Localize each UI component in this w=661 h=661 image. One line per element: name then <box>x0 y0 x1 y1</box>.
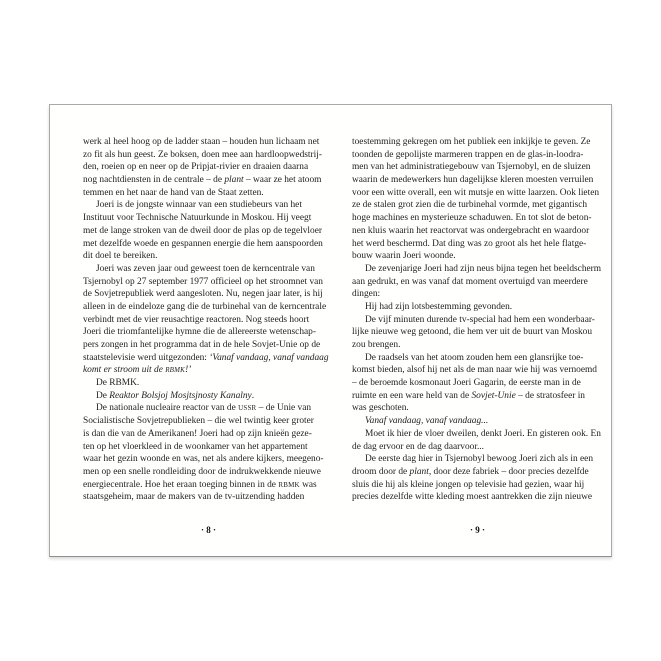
text-line: pers zongen in het programma dat in de hele Sovjet-Unie op de <box>83 340 321 350</box>
text-line: was geschoten. <box>352 403 409 414</box>
text-line: lijke nieuwe weg getoond, die hem ver uit de buurt van Moskou <box>352 327 593 338</box>
text-line: Socialistische Sovjetrepublieken – die wel twintig keer groter <box>83 416 314 427</box>
text-line: met dezelfde woede en gespannen energie die hem aanspoorden <box>83 238 323 249</box>
text-line: staatsgeheim, maar de makers van de tv-uitzending hadden <box>83 492 305 503</box>
text-line: den, roeien op en neer op de Pripjat-rivier en draaien daarna <box>83 162 309 173</box>
text-line: voor een witte overall, een wit mutsje en witte laarzen. Ook lieten <box>352 187 600 198</box>
page-number-right: · 9 · <box>469 525 485 535</box>
text-line: men van het administratiegebouw van Tsjernobyl, en de sluizen <box>352 162 591 173</box>
text-line: toonden de gepolijste marmeren trappen en de glas-in-loodra- <box>352 149 584 160</box>
text-line: ten op het vloerkleed in de woonkamer van het appartement <box>83 441 308 452</box>
text-line: De eerste dag hier in Tsjernobyl bewoog Joeri zich als in een <box>365 454 594 465</box>
text-line: hoge machines en mysterieuze schaduwen. En tot slot de beton- <box>352 213 592 224</box>
text-line: alleen in de eindeloze gang die de turbinehal van de kerncentrale <box>83 301 327 312</box>
text-line: met de lange stroken van de dweil door de plas op de tegelvloer <box>83 225 322 236</box>
text-line: De zevenjarige Joeri had zijn neus bijna tegen het beeldscherm <box>365 263 602 274</box>
text-line: precies dezelfde witte kleding moest aantrekken die zijn nieuwe <box>352 492 593 503</box>
text-line: waar het gezin woonde en was, net als andere kijkers, meegeno- <box>83 454 324 465</box>
text-line: ruimte en een ware held van de Sovjet-Unie – de stratosfeer in <box>352 390 585 401</box>
text-line: komt er stroom uit de rbmk!’ <box>83 365 192 376</box>
text-line: aan gedrukt, en was vanaf dat moment overtuigd van meerdere <box>352 276 588 287</box>
text-line: nog nachtdiensten in de centrale – de plant – waar ze het atoom <box>83 175 322 186</box>
text-line: staatstelevisie werd uitgezonden: ‘Vanaf vandaag, vanaf vandaag <box>83 352 329 363</box>
text-line: dingen: <box>352 289 381 300</box>
text-line: Moet ik hier de vloer dweilen, denkt Joeri. En gisteren ook. En <box>365 428 601 439</box>
text-line: De nationale nucleaire reactor van de ussr – de Unie van <box>96 403 312 414</box>
text-line: Joeri is de jongste winnaar van een studiebeurs van het <box>96 200 302 211</box>
text-line: de dag ervoor en de dag daarvoor... <box>352 441 484 452</box>
text-line: energiecentrale. Hoe het eraan toeging binnen in de rbmk was <box>83 479 317 490</box>
text-line: verbindt met de vier reusachtige reactoren. Nog steeds hoort <box>83 314 310 325</box>
text-line: zou brengen. <box>352 340 401 350</box>
text-line: Vanaf vandaag, vanaf vandaag... <box>365 416 489 427</box>
text-line: ze de stalen grot zien die de turbinehal vormde, met gigantisch <box>352 200 588 211</box>
text-line: zo fit als hun geest. Ze boksen, doen mee aan hardloopwedstrij- <box>83 149 322 160</box>
text-line: De raadsels van het atoom zouden hem een glansrijke toe- <box>365 352 584 363</box>
book-spread <box>49 104 612 557</box>
right-page-text <box>352 136 603 504</box>
text-line: Instituut voor Technische Natuurkunde in Moskou. Hij veegt <box>83 213 312 224</box>
text-line: sluis die hij als kleine jongen op televisie had gezien, waar hij <box>352 479 585 490</box>
text-line: Tsjernobyl op 27 september 1977 officieel op het stroomnet van <box>83 276 323 287</box>
text-line: is dan die van de Amerikanen! Joeri had op zijn knieën geze- <box>83 428 312 439</box>
text-line: bouw waarin Joeri woonde. <box>352 251 456 262</box>
text-line: droom door de plant, door deze fabriek – door precies dezelfde <box>352 466 589 477</box>
text-line: toestemming gekregen om het publiek een inkijkje te geven. Ze <box>352 137 591 147</box>
text-line: men op een snelle rondleiding door de indrukwekkende nieuwe <box>83 466 321 477</box>
text-line: Joeri die triomfantelijke hymne die de allereerste wetenschap- <box>83 327 316 338</box>
text-line: Hij had zijn lotsbestemming gevonden. <box>365 301 513 312</box>
text-line: komst bieden, alsof hij net als de man naar wie hij was vernoemd <box>352 365 597 376</box>
text-line: Joeri was zeven jaar oud geweest toen de kerncentrale van <box>96 263 315 274</box>
page-number-left: · 8 · <box>200 525 216 535</box>
text-line: De RBMK. <box>96 378 140 389</box>
text-line: nen kluis waarin het reactorvat was ondergebracht en waardoor <box>352 225 590 236</box>
text-line: de Sovjetrepubliek werd aangesloten. Nu, negen jaar later, is hij <box>83 289 323 300</box>
text-line: dit doel te bereiken. <box>83 251 158 262</box>
text-line: waarin de medewerkers hun dagelijkse kleren moesten verruilen <box>352 175 594 186</box>
text-line: temmen en het naar de hand van de Staat zetten. <box>83 187 264 198</box>
text-line: – de beroemde kosmonaut Joeri Gagarin, de eerste man in de <box>352 378 581 389</box>
left-page-text <box>83 136 334 504</box>
text-line: De Reaktor Bolsjoj Mosjtsjnosty Kanalny. <box>96 390 255 401</box>
text-line: De vijf minuten durende tv-special had hem een wonderbaar- <box>365 314 595 325</box>
text-line: werk al heel hoog op de ladder staan – houden hun lichaam net <box>83 137 320 147</box>
text-line: het werd beschermd. Dat ding was zo groot als het hele flatge- <box>352 238 587 249</box>
left-page <box>50 105 331 556</box>
right-page <box>331 105 611 556</box>
